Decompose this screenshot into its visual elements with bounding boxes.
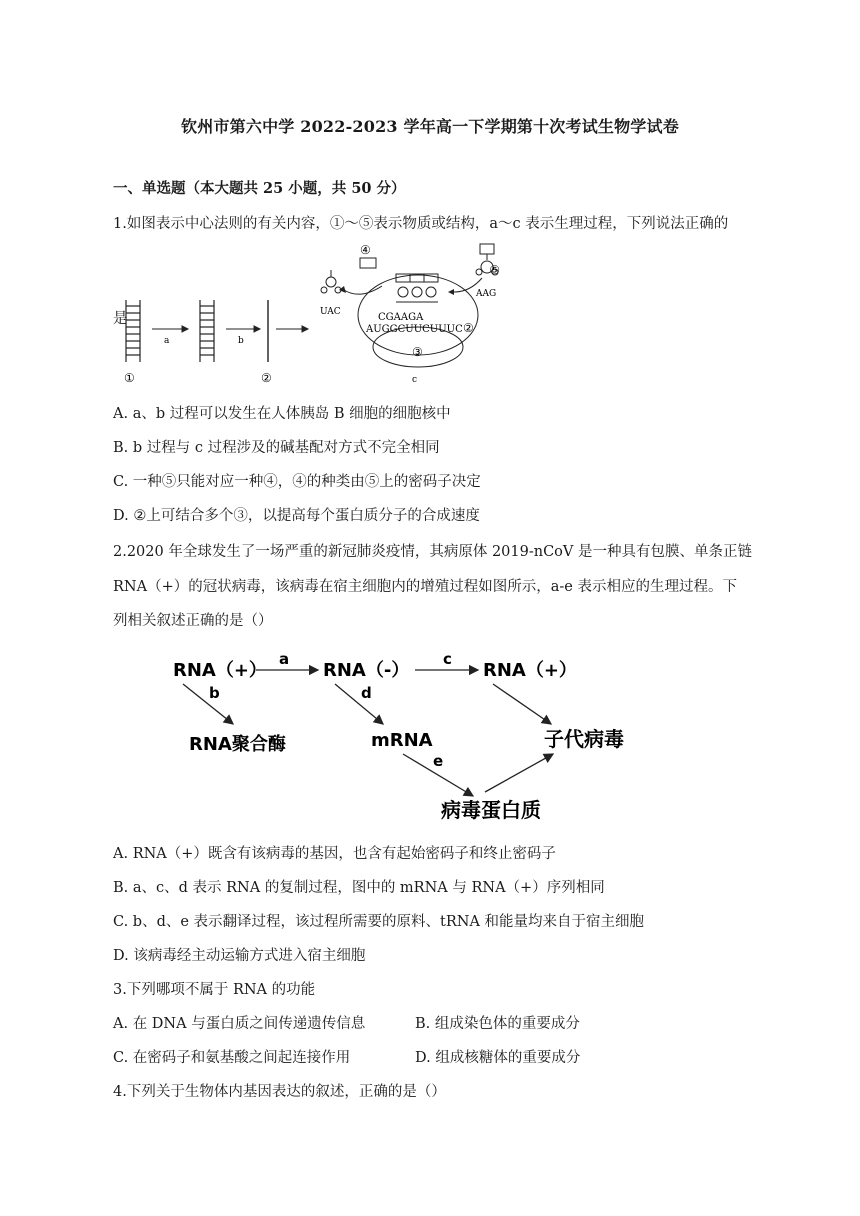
label-d: d: [361, 684, 372, 702]
q2-option-a[interactable]: A. RNA（+）既含有该病毒的基因，也含有起始密码子和终止密码子: [113, 846, 556, 862]
q2-figure: [113, 634, 723, 829]
q3-option-a[interactable]: A. 在 DNA 与蛋白质之间传递遗传信息: [113, 1016, 366, 1032]
node-rna-plus-1: RNA（+）: [173, 660, 267, 681]
label-a: a: [164, 336, 170, 346]
section-heading: 一、单选题（本大题共 25 小题，共 50 分）: [113, 180, 406, 197]
q3-option-d[interactable]: D. 组成核糖体的重要成分: [415, 1050, 581, 1066]
label-2b: ②: [463, 321, 474, 335]
node-viral-protein: 病毒蛋白质: [441, 798, 541, 822]
label-b: b: [238, 336, 244, 346]
label-c: c: [443, 650, 452, 668]
mrna-sequence: AUGGCUUCUUUC: [366, 324, 463, 335]
q2-stem-line-3: 列相关叙述正确的是（）: [113, 613, 273, 629]
arrow-a: [152, 326, 188, 332]
q1-option-b[interactable]: B. b 过程与 c 过程涉及的碱基配对方式不完全相同: [113, 440, 440, 456]
q1-stem: 1.如图表示中心法则的有关内容，①～⑤表示物质或结构，a～c 表示生理过程，下列说法正确的: [113, 216, 729, 232]
arrow-protein-to-progeny: [485, 754, 553, 792]
node-progeny-virus: 子代病毒: [544, 727, 624, 751]
q2-option-c[interactable]: C. b、d、e 表示翻译过程，该过程所需要的原料、tRNA 和能量均来自于宿主细胞: [113, 914, 645, 930]
q1-option-a[interactable]: A. a、b 过程可以发生在人体胰岛 B 细胞的细胞核中: [113, 406, 451, 422]
anticodon-uac: UAC: [320, 307, 341, 317]
label-1: ①: [124, 371, 135, 385]
q2-option-d[interactable]: D. 该病毒经主动运输方式进入宿主细胞: [113, 948, 366, 964]
label-5: ⑤: [489, 263, 500, 277]
q3-option-c[interactable]: C. 在密码子和氨基酸之间起连接作用: [113, 1050, 351, 1066]
node-rna-minus: RNA（-）: [323, 660, 410, 681]
arrow-to-translation: [276, 326, 308, 332]
q1-option-d[interactable]: D. ②上可结合多个③，以提高每个蛋白质分子的合成速度: [113, 508, 480, 524]
q4-stem: 4.下列关于生物体内基因表达的叙述，正确的是（）: [113, 1084, 446, 1100]
trna-leaving: [321, 270, 341, 293]
exam-title: 钦州市第六中学 2022-2023 学年高一下学期第十次考试生物学试卷: [181, 117, 679, 136]
q2-stem-line-1: 2.2020 年全球发生了一场严重的新冠肺炎疫情，其病原体 2019-nCoV 是一种具有包膜、单条正链: [113, 544, 752, 560]
q3-option-b[interactable]: B. 组成染色体的重要成分: [415, 1016, 580, 1032]
exit-arrow: [344, 286, 382, 294]
label-4: ④: [360, 243, 371, 257]
q1-option-c[interactable]: C. 一种⑤只能对应一种④，④的种类由⑤上的密码子决定: [113, 474, 481, 490]
label-2: ②: [261, 371, 272, 385]
arrow-to-progeny: [493, 684, 551, 724]
dna-ladder-1: [126, 300, 140, 362]
label-e: e: [433, 752, 444, 770]
label-c: c: [412, 375, 418, 385]
trna-group: [396, 274, 438, 302]
label-b: b: [209, 684, 220, 702]
q1-figure: [120, 240, 500, 390]
codon-cgaaga: CGAAGA: [378, 312, 424, 323]
node-rna-plus-2: RNA（+）: [483, 660, 577, 681]
label-3: ③: [412, 345, 423, 359]
q3-stem: 3.下列哪项不属于 RNA 的功能: [113, 982, 316, 998]
arrow-d: [335, 684, 383, 724]
node-rna-polymerase: RNA聚合酶: [189, 734, 286, 755]
anticodon-aag: AAG: [476, 289, 497, 299]
arrow-b: [226, 326, 260, 332]
q2-stem-line-2: RNA（+）的冠状病毒，该病毒在宿主细胞内的增殖过程如图所示，a-e 表示相应的生理过程。下: [113, 579, 737, 595]
amino-acid-box-4: [360, 258, 376, 268]
q2-option-b[interactable]: B. a、c、d 表示 RNA 的复制过程，图中的 mRNA 与 RNA（+）序列相同: [113, 880, 605, 896]
arrow-b: [183, 684, 233, 724]
label-a: a: [279, 650, 290, 668]
node-mrna: mRNA: [371, 730, 433, 751]
q1-stem-tail: 是: [113, 311, 128, 327]
dna-ladder-2: [200, 300, 214, 362]
